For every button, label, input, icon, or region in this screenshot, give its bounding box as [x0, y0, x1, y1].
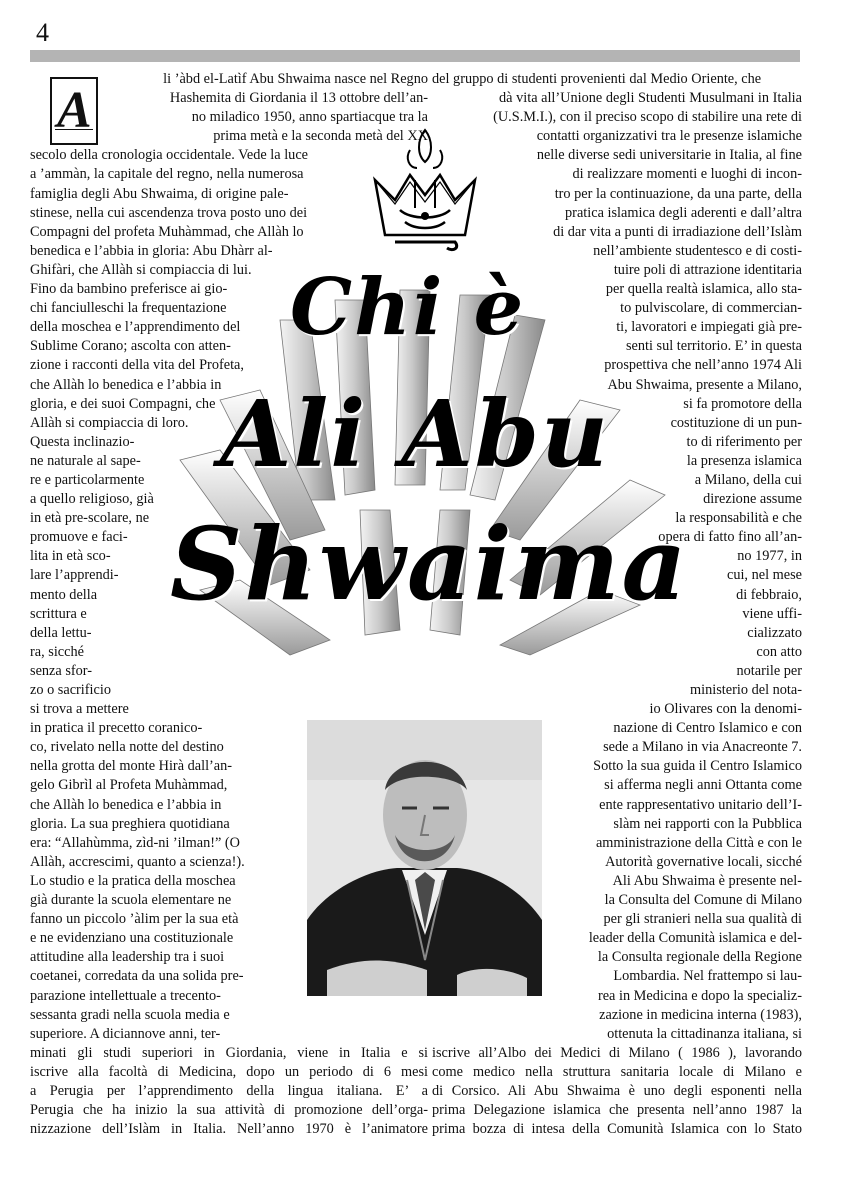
- text-line: tuire poli di attrazione identitaria: [613, 261, 802, 278]
- text-line: iscrive all’Albo dei Medici di Milano ( 1986 ), lavorando: [432, 1044, 802, 1061]
- text-line: ti, lavoratori e impiegati già pre-: [616, 319, 802, 336]
- text-line: si afferma negli anni Ottanta come: [604, 777, 802, 794]
- text-line: famiglia degli Abu Shwaima, di origine pale-: [30, 185, 289, 202]
- text-line: tro per la continuazione, da una parte, della: [554, 185, 802, 202]
- text-line: gelo Gibrìl al Profeta Muhàmmad,: [30, 777, 228, 794]
- text-line: come medico nella struttura sanitaria locale di Milano e: [432, 1063, 802, 1080]
- text-line: Sotto la sua guida il Centro Islamico: [593, 758, 802, 775]
- text-line: co, rivelato nella notte del destino: [30, 739, 224, 756]
- title-line-3: Shwaima: [170, 505, 689, 623]
- text-line: costituzione di un pun-: [670, 414, 802, 431]
- text-line: benedica e l’abbia in gloria: Abu Dhàrr al-: [30, 242, 273, 259]
- text-line: a ’ammàn, la capitale del regno, nella numerosa: [30, 166, 304, 183]
- text-line: Autorità governative locali, sicché: [605, 853, 802, 870]
- text-line: del gruppo di studenti provenienti dal Medio Oriente, che: [432, 71, 762, 87]
- text-line: zo o sacrificio: [30, 682, 111, 698]
- text-line: zione i racconti della vita del Profeta,: [30, 357, 244, 374]
- text-line: gloria, e dei suoi Compagni, che: [30, 395, 216, 412]
- text-line: zazione in medicina interna (1983),: [599, 1006, 802, 1023]
- text-line: attitudine alla leadership tra i suoi: [30, 949, 225, 966]
- text-line: minati gli studi superiori in Giordania, viene in Italia e si: [30, 1044, 428, 1061]
- text-line: parazione intellettuale a trecento-: [30, 987, 221, 1004]
- title-artwork: [160, 250, 689, 660]
- text-line: prospettiva che nell’anno 1974 Ali: [604, 357, 802, 374]
- text-line: della lettu-: [30, 624, 92, 641]
- text-line: lita in età sco-: [30, 548, 111, 565]
- decorative-dropcap: [50, 77, 98, 145]
- text-line: e ne evidenziano una costituzionale: [30, 930, 234, 947]
- text-line: secolo della cronologia occidentale. Vede la luce: [30, 147, 309, 164]
- text-line: superiore. A diciannove anni, ter-: [30, 1025, 221, 1042]
- text-line: cializzato: [747, 624, 802, 641]
- text-line: per quella realtà islamica, allo sta-: [605, 281, 802, 298]
- text-line: di Corsico. Ali Abu Shwaima è uno degli esponenti nella: [432, 1082, 802, 1099]
- text-line: Allàh si compiaccia di loro.: [30, 414, 189, 431]
- text-line: opera di fatto fino all’an-: [658, 529, 802, 546]
- text-line: (U.S.M.I.), con il preciso scopo di stabilire una rete di: [493, 109, 802, 126]
- text-line: ne naturale al sape-: [30, 452, 141, 469]
- text-line: dà vita all’Unione degli Studenti Musulmani in Italia: [499, 90, 802, 107]
- text-line: scrittura e: [30, 605, 87, 622]
- text-line: direzione assume: [703, 491, 802, 508]
- text-line: Ghifàri, che Allàh si compiaccia di lui.: [30, 261, 252, 278]
- text-line: si trova a mettere: [30, 701, 129, 718]
- text-line: slàm nei rapporti con la Pubblica: [613, 815, 802, 832]
- text-line: no 1977, in: [737, 548, 802, 565]
- header-rule: [30, 50, 800, 62]
- text-line: li ’àbd el-Latìf Abu Shwaima nasce nel Regno: [163, 71, 428, 87]
- text-line: re e particolarmente: [30, 471, 145, 488]
- text-line: prima bozza di intesa della Comunità Islamica con lo Stato: [432, 1121, 802, 1138]
- text-line: la Consulta del Comune di Milano: [604, 892, 802, 909]
- text-line: Hashemita di Giordania il 13 ottobre dell’an-: [169, 90, 428, 107]
- text-line: prima metà e la seconda metà del XX: [213, 128, 428, 145]
- text-line: Abu Shwaima, presente a Milano,: [607, 376, 802, 393]
- text-line: la responsabilità e che: [675, 510, 802, 527]
- text-line: lare l’apprendi-: [30, 567, 119, 584]
- text-line: contatti organizzativi tra le presenze islamiche: [536, 128, 802, 145]
- text-line: no miladico 1950, anno spartiacque tra la: [191, 109, 428, 126]
- text-line: ra, sicché: [30, 643, 84, 660]
- text-line: della moschea e l’apprendimento del: [30, 319, 241, 336]
- text-line: per gli stranieri nella sua qualità di: [603, 911, 802, 928]
- text-line: Allàh, accrescimi, quanto a scienza!).: [30, 853, 245, 870]
- text-line: prima Delegazione islamica che presenta nell’anno 1987 la: [432, 1102, 802, 1119]
- text-line: Questa inclinazio-: [30, 433, 135, 450]
- text-line: leader della Comunità islamica e del-: [588, 930, 802, 947]
- text-line: gloria. La sua preghiera quotidiana: [30, 815, 230, 832]
- text-line: senza sfor-: [30, 662, 93, 679]
- text-line: fanno un piccolo ’àlim per la sua età: [30, 911, 239, 928]
- calligraphy-crown-emblem: [365, 120, 485, 260]
- text-line: a Milano, della cui: [694, 471, 802, 488]
- text-line: pratica islamica degli aderenti e dall’altra: [565, 204, 802, 221]
- text-line: sessanta gradi nella scuola media e: [30, 1006, 230, 1023]
- text-line: a quello religioso, già: [30, 491, 154, 508]
- text-line: iscrive alla facoltà di Medicina, dopo un periodo di 6 mesi: [30, 1063, 428, 1080]
- text-line: era: “Allahùmma, zìd-ni ’ilman!” (O: [30, 834, 240, 851]
- title-line-2: Ali Abu: [220, 380, 610, 488]
- text-line: ministerio del nota-: [690, 682, 802, 698]
- text-line: Lombardia. Nel frattempo si lau-: [613, 968, 802, 985]
- text-line: sede a Milano in via Anacreonte 7.: [603, 739, 802, 756]
- text-line: nella grotta del monte Hirà dall’an-: [30, 758, 233, 775]
- text-line: chi fanciulleschi la frequentazione: [30, 300, 227, 317]
- text-line: senti sul territorio. E’ in questa: [625, 338, 802, 355]
- text-line: si fa promotore della: [683, 395, 802, 412]
- page-number: 4: [36, 18, 49, 47]
- text-line: Ali Abu Shwaima è presente nel-: [612, 872, 802, 889]
- text-line: Fino da bambino preferisce ai gio-: [30, 281, 228, 298]
- text-line: in pratica il precetto coranico-: [30, 720, 203, 737]
- text-line: nizzazione dell’Islàm in Italia. Nell’anno 1970 è l’animatore: [30, 1121, 428, 1138]
- dropcap-letter: A: [57, 82, 92, 139]
- text-line: in età pre-scolare, ne: [30, 510, 150, 527]
- text-line: cui, nel mese: [726, 567, 802, 584]
- text-line: coetanei, corredata da una solida pre-: [30, 968, 244, 985]
- text-line: nelle diverse sedi universitarie in Italia, al fine: [536, 147, 802, 164]
- text-line: nell’ambiente studentesco e di costi-: [593, 242, 802, 259]
- text-line: che Allàh lo benedica e l’abbia in: [30, 796, 222, 813]
- text-line: to di riferimento per: [686, 433, 802, 450]
- text-line: stinese, nella cui ascendenza trova posto uno dei: [30, 204, 308, 221]
- text-line: di febbraio,: [736, 586, 802, 603]
- text-line: to pulviscolare, di commercian-: [620, 300, 802, 317]
- text-line: Perugia che ha inizio la sua attività di promozione dell’orga-: [30, 1102, 428, 1119]
- portrait-photo: [307, 720, 542, 996]
- text-line: nazione di Centro Islamico e con: [613, 720, 802, 737]
- text-line: la Consulta regionale della Regione: [597, 949, 802, 966]
- text-line: Lo studio e la pratica della moschea: [30, 872, 236, 889]
- text-line: a Perugia per l’apprendimento della lingua italiana. E’ a: [30, 1082, 428, 1099]
- text-line: io Olivares con la denomi-: [649, 701, 802, 718]
- text-line: promuove e faci-: [30, 529, 128, 546]
- text-line: che Allàh lo benedica e l’abbia in: [30, 376, 222, 393]
- text-line: Compagni del profeta Muhàmmad, che Allàh lo: [30, 223, 304, 240]
- text-line: ente rappresentativo unitario dell’I-: [599, 796, 802, 813]
- title-line-1: Chi è: [290, 262, 526, 353]
- text-line: amministrazione della Città e con le: [595, 834, 802, 851]
- text-line: la presenza islamica: [686, 452, 802, 469]
- text-line: di dar vita a punti di irradiazione dell’Islàm: [553, 223, 802, 240]
- text-line: Sublime Corano; ascolta con atten-: [30, 338, 231, 355]
- text-line: viene uffi-: [742, 605, 802, 622]
- text-line: con atto: [756, 643, 802, 660]
- text-line: rea in Medicina e dopo la specializ-: [597, 987, 802, 1004]
- text-line: già durante la scuola elementare ne: [30, 892, 232, 909]
- text-line: notarile per: [736, 662, 802, 679]
- text-line: mento della: [30, 586, 98, 603]
- text-line: di realizzare momenti e luoghi di incon-: [572, 166, 802, 183]
- text-line: ottenuta la cittadinanza italiana, si: [607, 1025, 802, 1042]
